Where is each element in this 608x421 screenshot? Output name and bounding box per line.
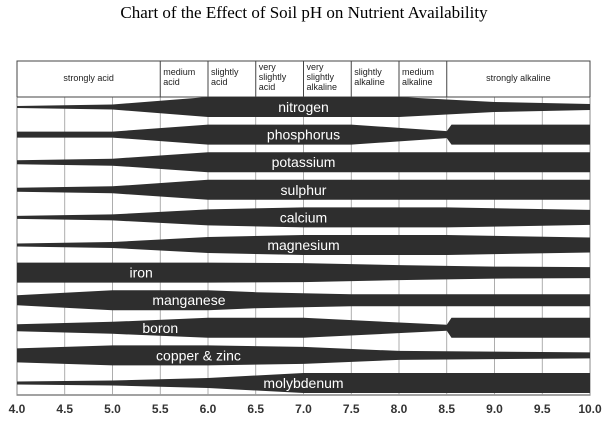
chart-title: Chart of the Effect of Soil pH on Nutrient Availability: [120, 3, 488, 22]
ph-zone-label: very: [258, 62, 276, 72]
nutrient-label: calcium: [279, 209, 328, 226]
nutrient-label: sulphur: [280, 181, 327, 198]
ph-zone-label: slightly: [211, 67, 239, 77]
ph-zone-label: strongly acid: [63, 73, 114, 83]
ph-zone-label: acid: [211, 77, 228, 87]
x-tick-label: 6.5: [247, 402, 265, 416]
x-tick-label: 4.5: [56, 402, 74, 416]
ph-zone-label: alkaline: [402, 77, 433, 87]
nutrient-label: nitrogen: [278, 99, 329, 115]
nutrient-label: phosphorus: [266, 126, 341, 143]
x-axis-ticks: [9, 402, 602, 416]
ph-zone-label: slightly: [258, 72, 287, 82]
ph-zone-label: alkaline: [306, 82, 338, 92]
x-tick-label: 7.5: [342, 402, 360, 416]
nutrient-label: potassium: [271, 154, 336, 171]
x-tick-label: 5.5: [151, 402, 169, 416]
nutrient-label: magnesium: [267, 237, 340, 253]
ph-zone-label: slightly: [354, 67, 382, 77]
x-tick-label: 9.5: [533, 402, 551, 416]
ph-zone-label: very: [306, 62, 324, 72]
ph-zone-label: alkaline: [354, 77, 385, 87]
ph-zone-label: medium: [402, 67, 435, 77]
x-tick-label: 9.0: [486, 402, 503, 416]
nutrient-label: molybdenum: [263, 375, 344, 391]
ph-zone-label: acid: [163, 77, 180, 87]
x-tick-label: 8.5: [438, 402, 456, 416]
x-tick-label: 7.0: [295, 402, 312, 416]
ph-zone-label: acid: [258, 82, 276, 92]
ph-zone-label: strongly alkaline: [486, 73, 551, 83]
x-tick-label: 8.0: [390, 402, 408, 416]
nutrient-label: copper & zinc: [156, 347, 241, 364]
nutrient-label: manganese: [152, 292, 226, 309]
x-tick-label: 4.0: [8, 402, 26, 416]
x-tick-label: 5.0: [104, 402, 121, 416]
x-tick-label: 6.0: [199, 402, 217, 416]
ph-zone-label: medium: [163, 67, 196, 77]
x-tick-label: 10.0: [578, 402, 602, 416]
ph-zone-label: slightly: [306, 72, 335, 82]
nutrient-label: boron: [142, 319, 179, 336]
nutrient-label: iron: [129, 264, 153, 281]
